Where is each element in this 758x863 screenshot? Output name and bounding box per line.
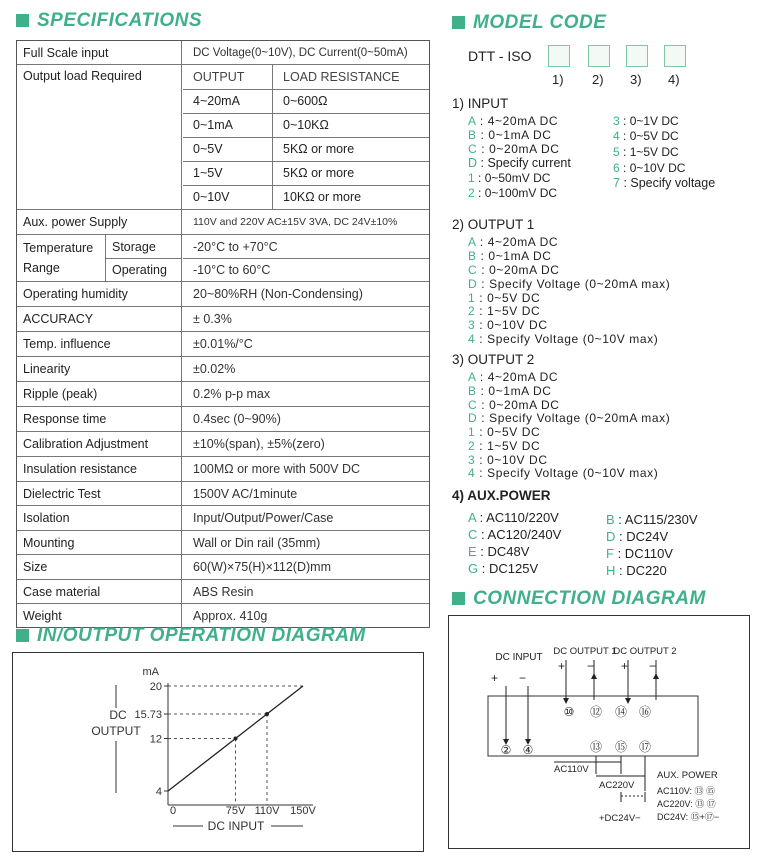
x-tick-label: 110V [254,805,280,817]
code-slot-4 [664,45,686,67]
terminal: ⑮ [614,740,628,754]
slot-label: 4) [668,72,680,87]
spec-row: Operating humidity 20~80%RH (Non-Condensing) [17,281,429,306]
input-option: C : 0~20mA DC [468,142,560,156]
terminal: ② [500,743,512,757]
dc-input-label: DC INPUT [495,652,543,663]
aux-option: F : DC110V [606,546,673,561]
output-cell: 4~20mA [183,89,273,113]
spec-row: Ripple (peak) 0.2% p-p max [17,381,429,406]
spec-row: Calibration Adjustment ±10%(span), ±5%(zero) [17,431,429,456]
y-unit: mA [142,666,159,678]
output2-option: D : Specify Voltage (0~20mA max) [468,411,671,425]
io-chart [13,653,423,851]
aux-option: H : DC220 [606,563,667,578]
terminal: ④ [522,743,534,757]
terminal: ⑰ [638,740,652,754]
spec-row: Size 60(W)×75(H)×112(D)mm [17,554,429,579]
model-code-title: MODEL CODE [452,12,606,34]
output1-option: 2 : 1~5V DC [468,304,541,318]
output-cell: 1~5V [183,161,273,185]
terminal: ⑬ [589,740,603,754]
aux-option: E : DC48V [468,544,530,559]
dc-output2-label: DC OUTPUT 2 [613,646,677,657]
spec-row-temperature: Temperature Range Storage Operating -20°C to +70°C -10°C to 60°C [17,234,429,281]
input-option: 2 : 0~100mV DC [468,186,558,200]
output1-heading: 2) OUTPUT 1 [452,217,535,232]
input-option: A : 4~20mA DC [468,114,559,128]
spec-row: Dielectric Test 1500V AC/1minute [17,481,429,505]
load-cell: 5KΩ or more [283,166,355,180]
output2-option: C : 0~20mA DC [468,398,560,412]
x-tick-label: 75V [225,805,246,817]
specifications-table [16,40,430,628]
aux-option: B : AC115/230V [606,512,698,527]
output1-option: A : 4~20mA DC [468,235,559,249]
specifications-title: SPECIFICATIONS [16,10,202,32]
terminal: ⑭ [614,705,628,719]
ylabel-dc: DC [109,708,127,722]
y-tick-label: 12 [149,733,162,746]
slot-label: 1) [552,72,564,87]
output-cell: 0~5V [183,137,273,161]
spec-row-full-scale: Full Scale input DC Voltage(0~10V), DC Current(0~50mA) [17,41,429,64]
code-slot-2 [588,45,610,67]
spec-row: Isolation Input/Output/Power/Case [17,505,429,530]
aux-legend-line: DC24V: ⑮+⑰− [657,812,720,822]
y-tick-label: 20 [149,681,162,693]
io-diagram-title: IN/OUTPUT OPERATION DIAGRAM [16,625,366,647]
title-square-icon [452,16,465,29]
title-square-icon [452,592,465,605]
output1-option: 1 : 0~5V DC [468,291,541,305]
plus-sign: + [491,671,499,685]
xlabel: DC INPUT [207,819,265,833]
input-heading: 1) INPUT [452,96,509,111]
aux-option: D : DC24V [606,529,669,544]
output-cell: 0~1mA [183,113,273,137]
output1-option: D : Specify Voltage (0~20mA max) [468,277,671,291]
output1-option: 3 : 0~10V DC [468,318,548,332]
output2-option: 1 : 0~5V DC [468,425,541,439]
output2-option: A : 4~20mA DC [468,370,559,384]
connection-title: CONNECTION DIAGRAM [452,588,706,610]
aux-heading: 4) AUX.POWER [452,488,551,503]
spec-row: Weight Approx. 410g [17,603,429,627]
minus-sign: − [519,671,527,685]
code-slot-3 [626,45,648,67]
input-option: 4 : 0~5V DC [613,129,679,143]
input-option: 3 : 0~1V DC [613,114,679,128]
load-cell: 5KΩ or more [283,142,355,156]
spec-row: ACCURACY ± 0.3% [17,306,429,331]
input-option: B : 0~1mA DC [468,128,552,142]
y-tick-label: 4 [155,786,162,798]
output2-option: 4 : Specify Voltage (0~10V max) [468,466,659,480]
code-slot-1 [548,45,570,67]
x-tick-label: 150V [290,805,316,817]
dc24-label: +DC24V− [599,813,641,824]
terminal: ⑩ [563,705,575,719]
title-square-icon [16,629,29,642]
aux-option: A : AC110/220V [468,510,559,525]
title-square-icon [16,14,29,27]
ac110-label: AC110V [554,764,589,775]
connection-svg [449,616,749,848]
output2-option: 3 : 0~10V DC [468,453,548,467]
load-cell: 10KΩ or more [283,190,362,204]
output1-option: C : 0~20mA DC [468,263,560,277]
spec-row: Linearity ±0.02% [17,356,429,381]
aux-option: G : DC125V [468,561,539,576]
ylabel-output: OUTPUT [91,724,141,738]
plus-sign: + [558,659,566,673]
output1-option: B : 0~1mA DC [468,249,552,263]
minus-sign: − [649,659,657,673]
model-prefix: DTT - ISO [468,48,532,64]
aux-legend-title: AUX. POWER [657,770,718,781]
io-diagram-frame [12,652,424,852]
y-tick-label: 15.73 [134,709,162,722]
spec-row: Case material ABS Resin [17,579,429,603]
spec-row: Response time 0.4sec (0~90%) [17,406,429,431]
spec-row-output-load: Output load Required OUTPUT LOAD RESISTANCE 4~20mA 0~600Ω 0~1mA 0~10KΩ 0~5V 5KΩ or more 1~5V 5KΩ or more 0~10V 10KΩ or more [17,64,429,209]
input-option: 5 : 1~5V DC [613,145,679,159]
terminal: ⑯ [638,705,652,719]
connection-frame [448,615,750,849]
input-option: 6 : 0~10V DC [613,161,686,175]
input-option: D : Specify current [468,156,571,170]
output2-option: 2 : 1~5V DC [468,439,541,453]
terminal: ⑫ [589,705,603,719]
output1-option: 4 : Specify Voltage (0~10V max) [468,332,659,346]
ac220-label: AC220V [599,780,635,791]
aux-legend-line: AC220V: ⑬ ⑰ [657,799,716,809]
slot-label: 3) [630,72,642,87]
aux-legend-line: AC110V: ⑬ ⑮ [657,786,716,796]
dc-output1-label: DC OUTPUT 1 [553,646,617,657]
spec-row-aux-power: Aux. power Supply 110V and 220V AC±15V 3VA, DC 24V±10% [17,209,429,234]
output2-heading: 3) OUTPUT 2 [452,352,535,367]
aux-option: C : AC120/240V [468,527,562,542]
load-cell: 0~600Ω [283,94,328,108]
spec-row: Insulation resistance 100MΩ or more with 500V DC [17,456,429,481]
spec-row: Temp. influence ±0.01%/°C [17,331,429,356]
x-tick-label: 0 [170,805,177,817]
load-cell: 0~10KΩ [283,118,329,132]
slot-label: 2) [592,72,604,87]
input-option: 7 : Specify voltage [613,176,716,190]
minus-sign: − [587,659,595,673]
output-cell: 0~10V [183,185,273,209]
spec-row: Mounting Wall or Din rail (35mm) [17,530,429,554]
input-option: 1 : 0~50mV DC [468,171,551,185]
plus-sign: + [621,659,629,673]
output2-option: B : 0~1mA DC [468,384,552,398]
